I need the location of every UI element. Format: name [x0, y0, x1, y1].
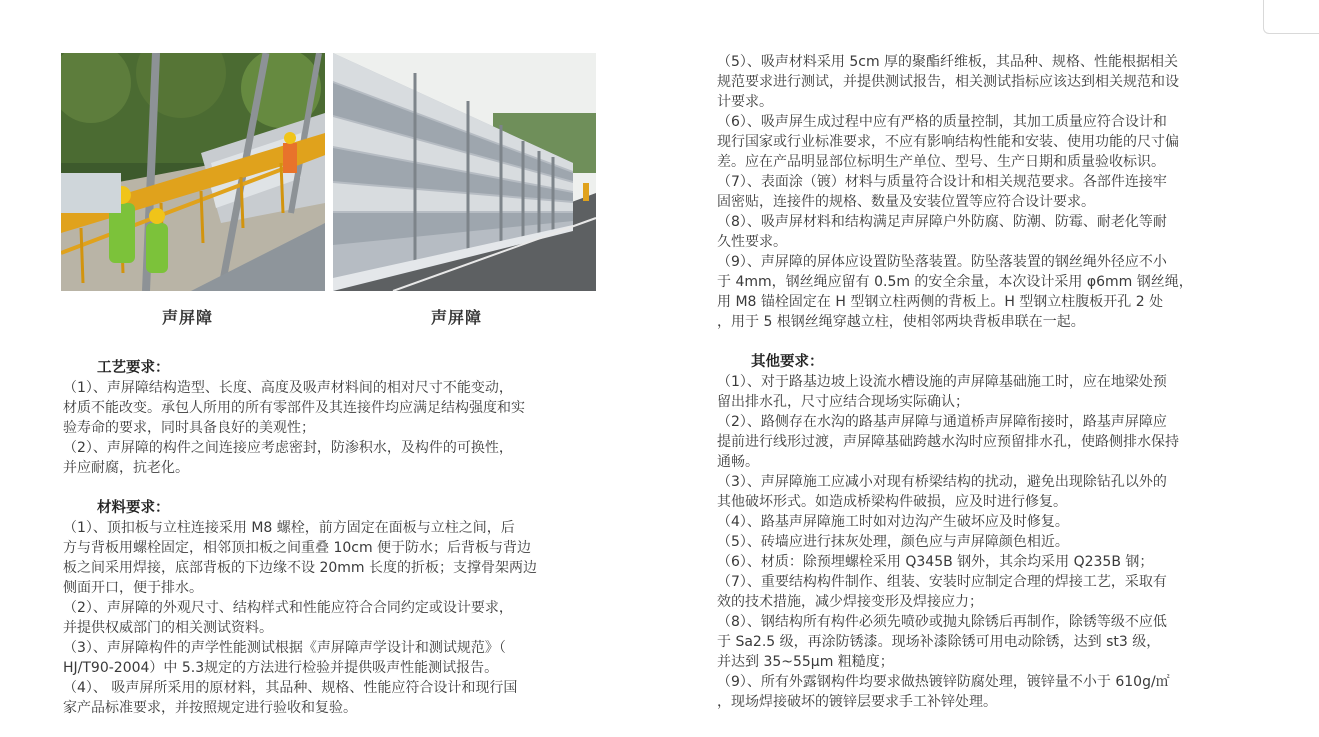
material-line: 并提供权威部门的相关测试资料。 [63, 620, 273, 636]
other-line: （4）、路基声屏障施工时如对边沟产生破坏应及时修复。 [717, 514, 1069, 530]
other-line: 其他破坏形式。如造成桥梁构件破损，应及时进行修复。 [717, 494, 1067, 510]
material-line: 板之间采用焊接，底部背板的下边缘不设 20mm 长度的折板；支撑骨架两边 [63, 560, 537, 576]
other-heading: 其他要求： [751, 353, 824, 370]
material-cont-line: 久性要求。 [717, 234, 787, 250]
other-line: （1）、对于路基边坡上设流水槽设施的声屏障基础施工时，应在地梁处预 [717, 374, 1167, 390]
other-line: （5）、砖墙应进行抹灰处理，颜色应与声屏障颜色相近。 [717, 534, 1069, 550]
photo-caption-1: 声屏障 [162, 308, 214, 327]
other-line: （8）、钢结构所有构件必须先喷砂或抛丸除锈后再制作，除锈等级不应低 [717, 614, 1167, 630]
other-line: 于 Sa2.5 级，再涂防锈漆。现场补漆除锈可用电动除锈，达到 st3 级， [717, 634, 1161, 650]
material-line: 方与背板用螺栓固定，相邻顶扣板之间重叠 10cm 便于防水；后背板与背边 [63, 540, 532, 556]
material-heading: 材料要求： [97, 499, 170, 516]
craft-heading: 工艺要求： [97, 359, 170, 376]
material-line: （4）、 吸声屏所采用的原材料，其品种、规格、性能应符合设计和现行国 [63, 680, 518, 696]
craft-line: 验寿命的要求，同时具备良好的美观性； [63, 420, 315, 436]
other-line: 留出排水孔，尺寸应结合现场实际确认； [717, 394, 969, 410]
other-line: 并达到 35~55μm 粗糙度； [717, 654, 894, 670]
photo-caption-2: 声屏障 [431, 308, 483, 327]
material-line: HJ/T90-2004）中 5.3规定的方法进行检验并提供吸声性能测试报告。 [63, 660, 499, 676]
material-line: 家产品标准要求，并按照规定进行验收和复验。 [63, 700, 357, 716]
craft-line: （2）、声屏障的构件之间连接应考虑密封，防渗积水，及构件的可换性， [63, 440, 513, 456]
other-line: ，现场焊接破坏的镀锌层要求手工补锌处理。 [717, 694, 997, 710]
other-line: 通畅。 [717, 454, 759, 470]
material-cont-line: （8）、吸声屏材料和结构满足声屏障户外防腐、防潮、防霉、耐老化等耐 [717, 214, 1167, 230]
material-cont-line: （9）、声屏障的屏体应设置防坠落装置。防坠落装置的钢丝绳外径应不小 [717, 254, 1167, 270]
material-cont-line: 计要求。 [717, 94, 773, 110]
other-line: （9）、所有外露钢构件均要求做热镀锌防腐处理，镀锌量不小于 610g/㎡ [717, 674, 1170, 690]
other-line: （6）、材质：除预埋螺栓采用 Q345B 钢外，其余均采用 Q235B 钢； [717, 554, 1154, 570]
material-cont-line: 固密贴，连接件的规格、数量及安装位置等应符合设计要求。 [717, 194, 1095, 210]
material-line: 侧面开口，便于排水。 [63, 580, 203, 596]
material-cont-line: （6）、吸声屏生成过程中应有严格的质量控制，其加工质量应符合设计和 [717, 114, 1167, 130]
material-cont-line: 现行国家或行业标准要求，不应有影响结构性能和安装、使用功能的尺寸偏 [717, 134, 1179, 150]
material-cont-line: ，用于 5 根钢丝绳穿越立柱，使相邻两块背板串联在一起。 [717, 314, 1085, 330]
corner-tab[interactable] [1263, 0, 1319, 34]
material-line: （3）、声屏障构件的声学性能测试根据《声屏障声学设计和测试规范》（ [63, 640, 506, 656]
material-cont-line: 差。应在产品明显部位标明生产单位、型号、生产日期和质量验收标识。 [717, 154, 1165, 170]
other-line: 提前进行线形过渡，声屏障基础跨越水沟时应预留排水孔，使路侧排水保持 [717, 434, 1179, 450]
right-column [717, 52, 1193, 712]
craft-line: （1）、声屏障结构造型、长度、高度及吸声材料间的相对尺寸不能变动， [63, 380, 513, 396]
craft-line: 材质不能改变。承包人所用的所有零部件及其连接件均应满足结构强度和实 [63, 400, 525, 416]
material-line: （1）、顶扣板与立柱连接采用 M8 螺栓，前方固定在面板与立柱之间，后 [63, 520, 515, 536]
material-cont-line: 用 M8 锚栓固定在 H 型钢立柱两侧的背板上。H 型钢立柱腹板开孔 2 处 [717, 294, 1164, 310]
other-line: 效的技术措施，减少焊接变形及焊接应力； [717, 594, 983, 610]
other-line: （7）、重要结构构件制作、组装、安装时应制定合理的焊接工艺，采取有 [717, 574, 1167, 590]
other-line: （2）、路侧存在水沟的路基声屏障与通道桥声屏障衔接时，路基声屏障应 [717, 414, 1167, 430]
material-line: （2）、声屏障的外观尺寸、结构样式和性能应符合合同约定或设计要求， [63, 600, 513, 616]
photo-workers-installing [61, 53, 325, 291]
craft-line: 并应耐腐，抗老化。 [63, 460, 189, 476]
material-cont-line: （5）、吸声材料采用 5cm 厚的聚酯纤维板，其品种、规格、性能根据相关 [717, 54, 1179, 70]
photo-sound-barrier-highway [333, 53, 596, 291]
left-column [63, 358, 537, 718]
other-line: （3）、声屏障施工应减小对现有桥梁结构的扰动，避免出现除钻孔以外的 [717, 474, 1167, 490]
material-cont-line: 于 4mm，钢丝绳应留有 0.5m 的安全余量，本次设计采用 φ6mm 钢丝绳， [717, 274, 1193, 290]
material-cont-line: 规范要求进行测试，并提供测试报告，相关测试指标应该达到相关规范和设 [717, 74, 1179, 90]
material-cont-line: （7）、表面涂（镀）材料与质量符合设计和相关规范要求。各部件连接牢 [717, 174, 1167, 190]
